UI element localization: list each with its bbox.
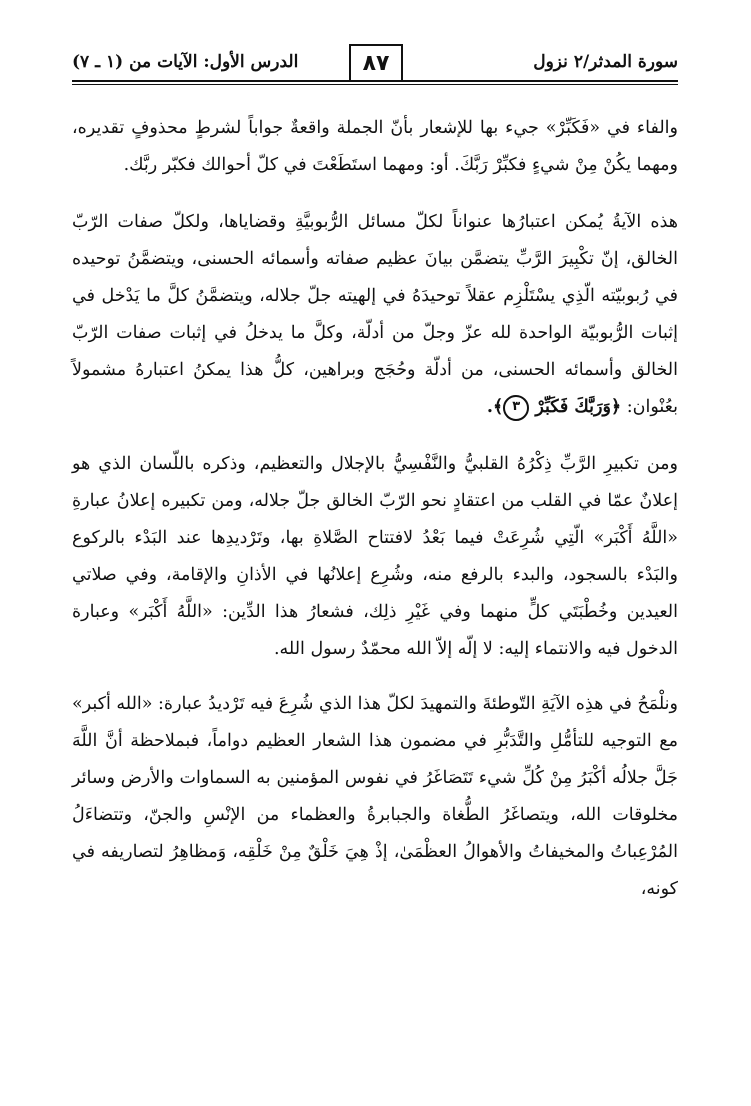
verse-close: ﴾. xyxy=(486,397,504,417)
paragraph-1: والفاء في «فَكَبِّرْ» جيء بها للإشعار بأنّ الجملة واقعةٌ جواباً لشرطٍ محذوفٍ تقديره، ومهما يكُنْ مِنْ شيءٍ فكبِّرْ رَبَّكَ. أو: ومهما استَطَعْتَ في كلّ أحوالك فكبّر ربَّك. xyxy=(72,118,678,175)
lesson-title: الدرس الأول: الآيات من (١ ـ ٧) xyxy=(72,52,299,72)
surah-title: سورة المدثر/٢ نزول xyxy=(533,52,678,72)
page-header xyxy=(72,44,678,82)
header-divider-thin xyxy=(72,84,678,85)
ayah-number-marker: ٣ xyxy=(503,395,529,421)
paragraph-2-text: هذه الآيةُ يُمكن اعتبارُها عنواناً لكلّ مسائل الرُّبوبيَّةِ وقضاياها، ولكلّ صفات الرّبّ الخالق، إنّ تكْبِيرَ الرَّبِّ يتضمَّن بيانَ عظيم صفاته وأسمائه الحسنى، ويتضمَّنُ توحيده في رُبوبيّته الّذِي يسْتَلْزِم عقلاً توحيدَهُ في إلهيته جلّ جلاله، ويتضمَّنُ كلَّ ما يَدْخل في إثبات الرُّبوبيّة الواحدة لله عزّ وجلّ من أدلّة، وكلَّ ما يدخلُ في إثبات صفات الرّبّ الخالق وأسمائه الحسنى، من أدلّة وحُجَج وبراهين، كلُّ هذا يمكنُ اعتبارهُ مشمولاً بعُنْوان: xyxy=(72,212,678,417)
page-body xyxy=(72,110,678,930)
quran-verse xyxy=(487,397,621,417)
page-number: ٨٧ xyxy=(349,44,403,80)
paragraph-2 xyxy=(72,204,678,426)
paragraph-4: ونلْمَحُ في هذِه الآيَةِ التّوطئةَ والتمهيدَ لكلّ هذا الذي شُرِعَ فيه تَرْديدُ عبارة: «الله أكبر» مع التوجيه للتأمُّلِ والتَّدَبُّرِ في مضمون هذا الشعار العظيم دواماً، فبملاحظة أنَّ اللَّهَ جَلَّ جلالُه أكْبَرُ مِنْ كُلِّ شيء تَتَصَاغَرُ في نفوس المؤمنين به السماوات والأرض وسائر مخلوقات الله، ويتصاغَرُ الطُّغاة والجبابرةُ والعظماء من الإنْسِ والجنّ، وتتضاءَلُ المُرْعِباتُ والمخيفاتُ والأهوالُ العظْمَىٰ، إذْ هِيَ خَلْقٌ مِنْ خَلْقِه، وَمظاهِرُ لتصاريفه في كونه، xyxy=(72,694,678,899)
verse-text: ﴿وَرَبَّكَ فَكَبِّرْ xyxy=(535,397,622,417)
paragraph-3: ومن تكبيرِ الرَّبِّ ذِكْرُهُ القلبيُّ والنَّفْسِيُّ بالإجلال والتعظيم، وذكره باللّسان الذي هو إعلانٌ عمّا في القلب من اعتقادٍ نحو الرّبّ الخالق جلّ جلاله، ومن تكبيره إعلانُ عبارةِ «اللَّهُ أَكْبَر» الّتِي شُرِعَتْ فيما بَعْدُ لافتتاح الصَّلاةِ بها، وتَرْديدِها عند البَدْء بالركوع والبَدْء بالسجود، والبدء بالرفع منه، وشُرِع إعلانُها في الأذانِ والإقامة، وفي صلاتي العيدين وخُطْبَتَي كلٍّ منهما وفي غَيْرِ ذلِك، فشعارُ هذا الدِّين: «اللَّهُ أَكْبَر» وعبارة الدخول فيه والانتماء إليه: لا إلّه إلاّ الله محمّدٌ رسول الله. xyxy=(72,454,678,659)
header-divider xyxy=(72,80,678,82)
